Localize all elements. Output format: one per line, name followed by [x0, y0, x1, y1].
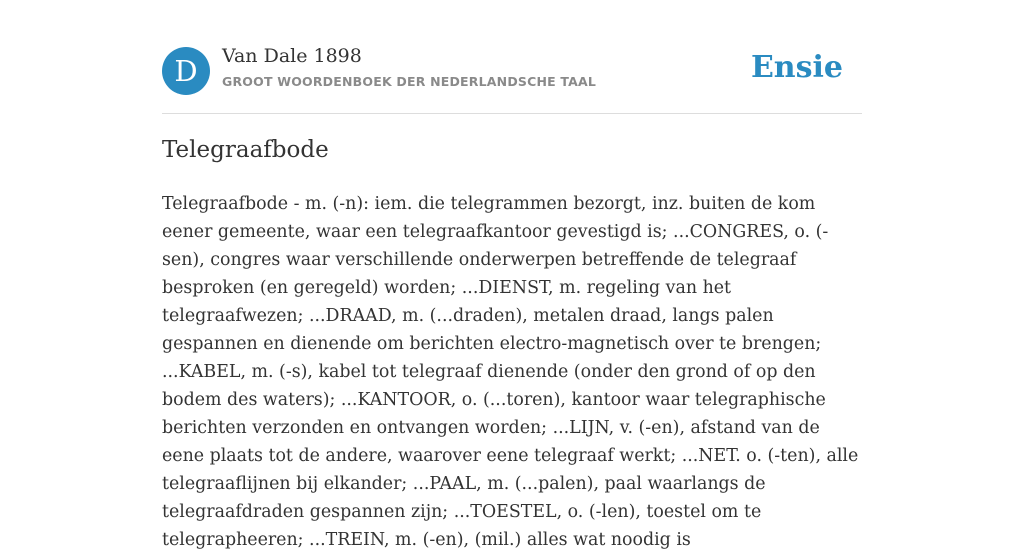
dictionary-title[interactable]: Van Dale 1898: [222, 45, 362, 67]
brand-logo-link[interactable]: Ensie: [750, 50, 843, 85]
entry-definition: Telegraafbode - m. (-n): iem. die telegrammen bezorgt, inz. buiten de kom eener gemeente, waar een telegraafkantoor gevestigd is; ...CONGRES, o. (-sen), congres waar verschillende onderwerpen betreffende de telegraaf besproken (en geregeld) worden; ...DIENST, m. regeling van het telegraafwezen; ...DRAAD, m. (...draden), metalen draad, langs palen gespannen en dienende om berichten electro-magnetisch over te brengen; ...KABEL, m. (-s), kabel tot telegraaf dienende (onder den grond of op den bodem des waters); ...KANTOOR, o. (...toren), kantoor waar telegraphische berichten verzonden en ontvangen worden; ...LIJN, v. (-en), afstand van de eene plaats tot de andere, waarover eene telegraaf werkt; ...NET. o. (-ten), alle telegraaflijnen bij elkander; ...PAAL, m. (...palen), paal waarlangs de telegraafdraden gespannen zijn; ...TOESTEL, o. (-len), toestel om te telegrapheeren; ...TREIN, m. (-en), (mil.) alles wat noodig is: [162, 194, 859, 550]
dictionary-header: [162, 0, 862, 114]
page: [162, 0, 862, 550]
dictionary-subtitle: GROOT WOORDENBOEK DER NEDERLANDSCHE TAAL: [222, 74, 597, 89]
entry-title: Telegraafbode: [162, 137, 329, 163]
dictionary-logo[interactable]: D: [162, 47, 210, 95]
